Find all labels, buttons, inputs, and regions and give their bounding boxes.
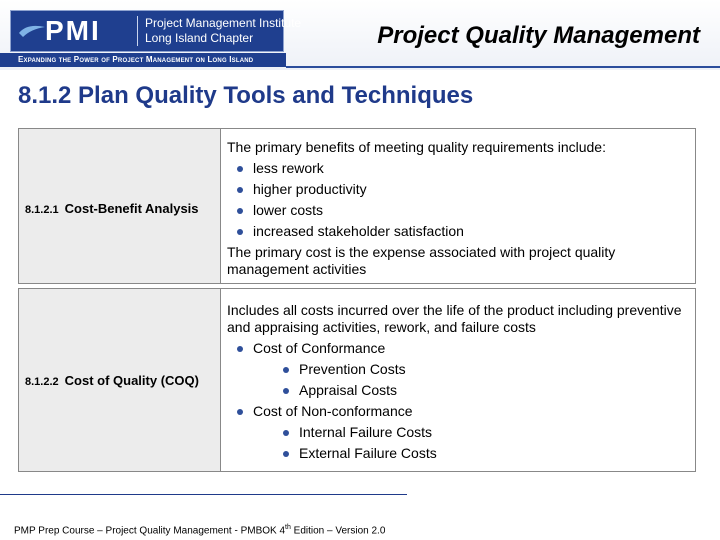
bullet-icon xyxy=(237,187,243,193)
list-item: Prevention Costs xyxy=(227,359,689,380)
table-row xyxy=(18,288,696,472)
slide-title: 8.1.2 Plan Quality Tools and Techniques xyxy=(18,82,474,109)
row-outro: The primary cost is the expense associated with project quality management activities xyxy=(227,244,616,277)
list-item: Appraisal Costs xyxy=(227,380,689,401)
list-item: Internal Failure Costs xyxy=(227,422,689,443)
header-banner xyxy=(0,0,720,70)
row-label-cell xyxy=(19,289,221,471)
org-name: Project Management Institute xyxy=(145,16,302,30)
footer xyxy=(14,524,385,536)
row-content-cell xyxy=(227,137,689,278)
footer-superscript: th xyxy=(285,523,291,531)
bullet-icon xyxy=(237,409,243,415)
header-divider xyxy=(286,66,720,68)
logo-swoosh-icon xyxy=(17,19,47,39)
list-item: Cost of Conformance xyxy=(227,338,689,359)
pmi-logo xyxy=(10,10,302,52)
bullet-icon xyxy=(237,166,243,172)
list-item: increased stakeholder satisfaction xyxy=(227,221,689,242)
logo-divider xyxy=(137,16,138,46)
table-row xyxy=(18,128,696,284)
tagline: Expanding the Power of Project Management on Long Island xyxy=(0,53,286,67)
row-content-cell xyxy=(227,302,689,464)
list-item: lower costs xyxy=(227,200,689,221)
row-number: 8.1.2.1 xyxy=(25,204,59,216)
bullet-icon xyxy=(283,367,289,373)
footer-text: PMP Prep Course – Project Quality Management - PMBOK 4 xyxy=(14,525,286,536)
row-label xyxy=(25,201,199,216)
row-intro: Includes all costs incurred over the life of the product including preventive and appraising activities, rework, and failure costs xyxy=(227,302,682,335)
header-title: Project Quality Management xyxy=(377,22,700,49)
footer-divider xyxy=(0,494,407,495)
bullet-icon xyxy=(283,451,289,457)
list-item: higher productivity xyxy=(227,179,689,200)
row-intro: The primary benefits of meeting quality requirements include: xyxy=(227,139,606,155)
list-item: External Failure Costs xyxy=(227,443,689,464)
row-title: Cost of Quality (COQ) xyxy=(64,373,199,388)
footer-text-end: Edition – Version 2.0 xyxy=(290,525,386,536)
row-number: 8.1.2.2 xyxy=(25,376,59,388)
row-label-cell xyxy=(19,129,221,283)
row-title: Cost-Benefit Analysis xyxy=(64,201,199,216)
bullet-icon xyxy=(237,208,243,214)
chapter-name: Long Island Chapter xyxy=(145,31,254,45)
row-label xyxy=(25,373,199,388)
list-item: Cost of Non-conformance xyxy=(227,401,689,422)
bullet-icon xyxy=(283,430,289,436)
logo-mark: PMI xyxy=(45,15,101,46)
list-item: less rework xyxy=(227,158,689,179)
bullet-icon xyxy=(237,346,243,352)
bullet-icon xyxy=(283,388,289,394)
bullet-icon xyxy=(237,229,243,235)
